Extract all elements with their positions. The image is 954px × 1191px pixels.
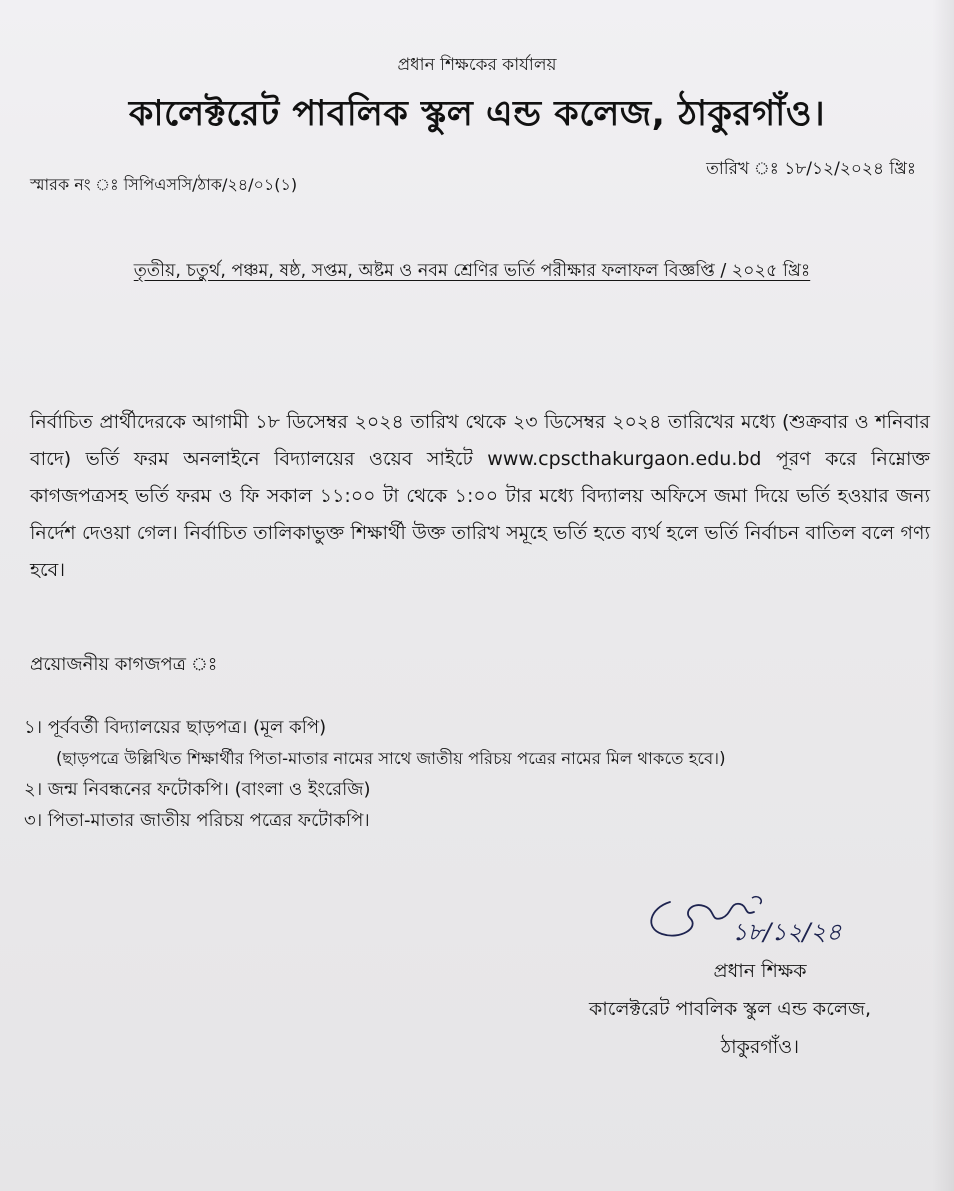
requirement-item-1: ১। পূর্ববর্তী বিদ্যালয়ের ছাড়পত্র। (মূল কপি) [24,717,327,738]
requirements-title: প্রয়োজনীয় কাগজপত্র ঃ [30,654,218,675]
headmaster-signature [640,888,870,958]
notice-subject: তৃতীয়, চতুর্থ, পঞ্চম, ষষ্ঠ, সপ্তম, অষ্টম ও নবম শ্রেণির ভর্তি পরীক্ষার ফলাফল বিজ্ঞপ্তি / ২০২৫ খ্রিঃ [133,261,811,281]
signature-date: ১৮/১২/২৪ [732,918,842,946]
requirement-item-2: ২। জন্ম নিবন্ধনের ফটোকপি। (বাংলা ও ইংরেজি) [24,779,371,800]
office-heading: প্রধান শিক্ষকের কার্যালয় [397,55,557,75]
signature-block [520,952,940,1066]
notice-date: তারিখ ঃ ১৮/১২/২০২৪ খ্রিঃ [706,159,916,179]
signatory-title: প্রধান শিক্ষক [713,960,807,982]
signatory-institution: কালেক্টরেট পাবলিক স্কুল এন্ড কলেজ, [588,998,872,1020]
institution-title: কালেক্টরেট পাবলিক স্কুল এন্ড কলেজ, ঠাকুরগাঁও। [128,94,826,134]
signatory-location: ঠাকুরগাঁও। [720,1036,800,1058]
requirement-item-1-note: (ছাড়পত্রে উল্লিখিত শিক্ষার্থীর পিতা-মাতার নামের সাথে জাতীয় পরিচয় পত্রের নামের মিল থাকতে হবে।) [56,749,726,768]
notice-body: নির্বাচিত প্রার্থীদেরকে আগামী ১৮ ডিসেম্বর ২০২৪ তারিখ থেকে ২৩ ডিসেম্বর ২০২৪ তারিখের মধ্যে (শুক্রবার ও শনিবার বাদে) ভর্তি ফরম অনলাইনে বিদ্যালয়ের ওয়েব সাইটে www.cpscthakurgaon.edu.bd পূরণ করে নিম্নোক্ত কাগজপত্রসহ ভর্তি ফরম ও ফি সকাল ১১:০০ টা থেকে ১:০০ টার মধ্যে বিদ্যালয় অফিসে জমা দিয়ে ভর্তি হওয়ার জন্য নির্দেশ দেওয়া গেল। নির্বাচিত তালিকাভুক্ত শিক্ষার্থী উক্ত তারিখ সমূহে ভর্তি হতে ব্যর্থ হলে ভর্তি নির্বাচন বাতিল বলে গণ্য হবে। [30,411,930,581]
requirements-list [24,712,944,836]
page-edge-shadow [932,0,954,1191]
memo-number: স্মারক নং ঃ সিপিএসসি/ঠাক/২৪/০১(১) [30,175,298,194]
requirement-item-3: ৩। পিতা-মাতার জাতীয় পরিচয় পত্রের ফটোকপি। [24,810,370,831]
